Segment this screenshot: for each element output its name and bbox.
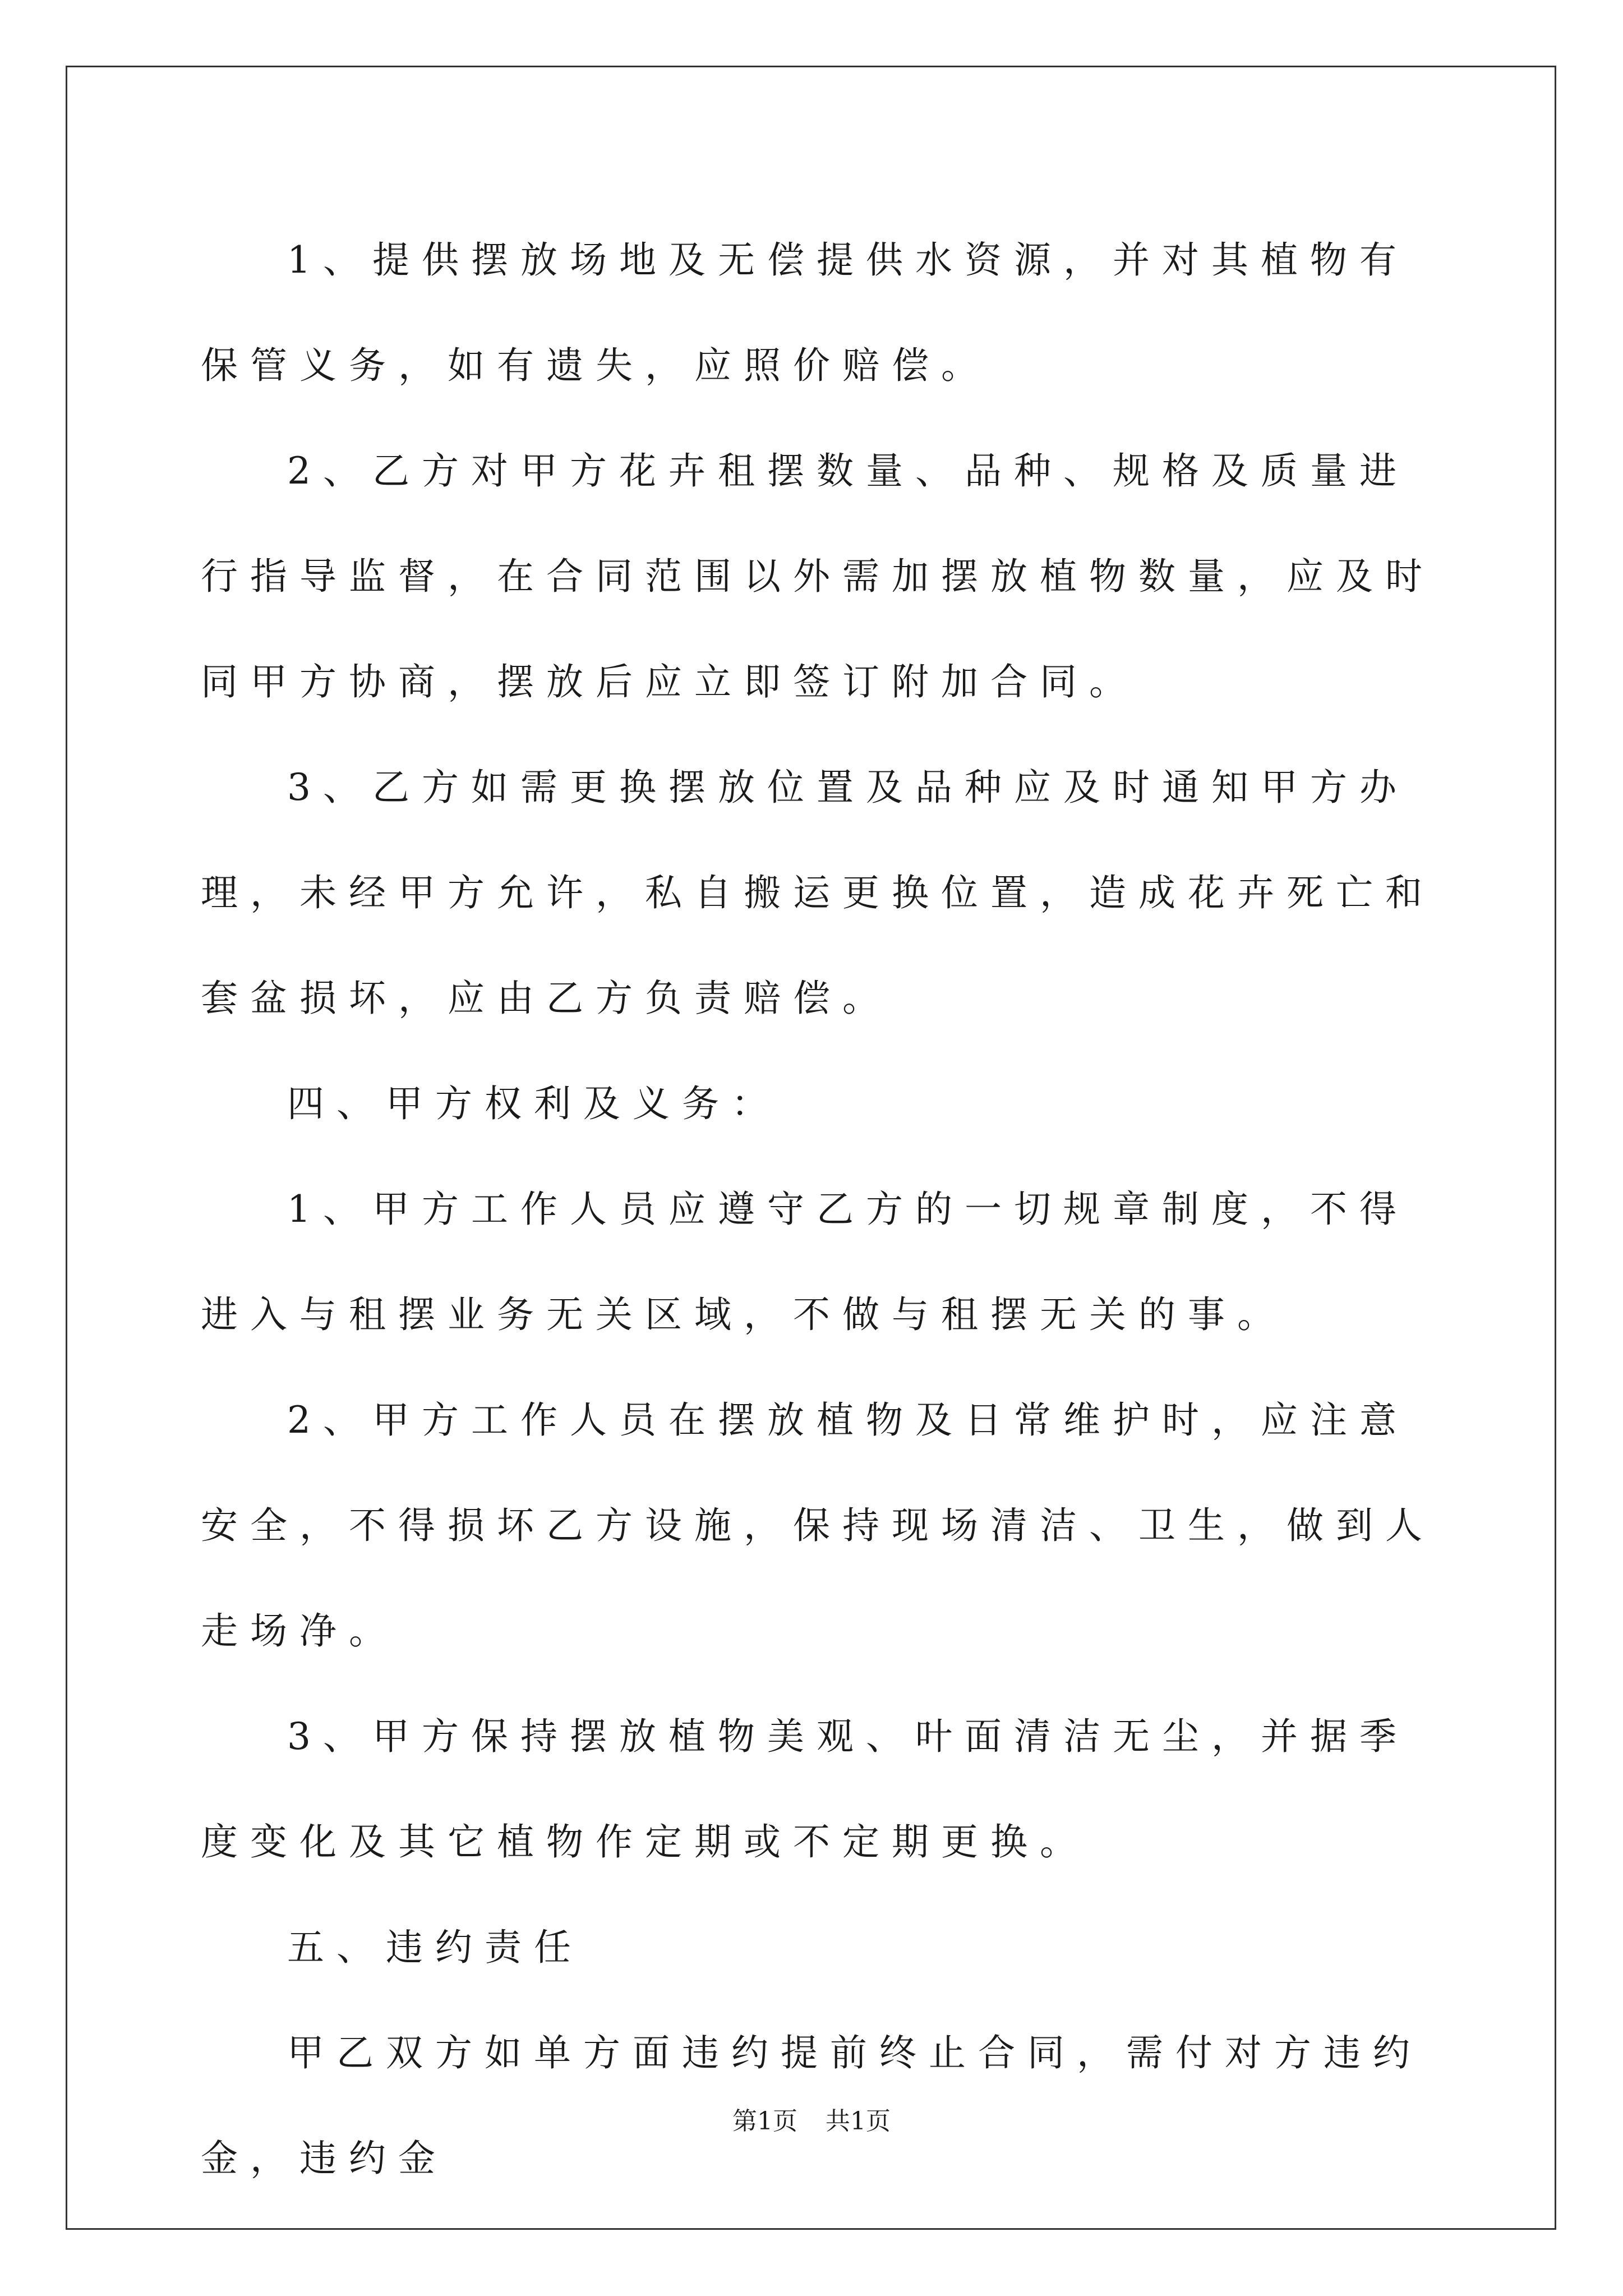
paragraph-clause-3-2: 2、乙方对甲方花卉租摆数量、品种、规格及质量进行指导监督，在合同范围以外需加摆放植物数量，应及时同甲方协商，摆放后应立即签订附加合同。 <box>201 449 1435 703</box>
section-heading-party-a-rights: 四、甲方权利及义务： <box>287 1082 781 1125</box>
paragraph-clause-4-2: 2、甲方工作人员在摆放植物及日常维护时，应注意安全，不得损坏乙方设施，保持现场清洁、卫生，做到人走场净。 <box>201 1398 1435 1653</box>
paragraph-clause-4-1: 1、甲方工作人员应遵守乙方的一切规章制度，不得进入与租摆业务无关区域，不做与租摆无关的事。 <box>201 1188 1409 1336</box>
paragraph-clause-4-3: 3、甲方保持摆放植物美观、叶面清洁无尘，并据季度变化及其它植物作定期或不定期更换。 <box>201 1715 1409 1864</box>
page-footer <box>0 2101 1623 2137</box>
paragraph-clause-3-3: 3、乙方如需更换摆放位置及品种应及时通知甲方办理，未经甲方允许，私自搬运更换位置，造成花卉死亡和套盆损坏，应由乙方负责赔偿。 <box>201 766 1435 1020</box>
section-heading-breach: 五、违约责任 <box>287 1926 583 1969</box>
page-number: 第1页 <box>732 2107 797 2136</box>
document-body <box>201 208 1435 2211</box>
paragraph-breach: 甲乙双方如单方面违约提前终止合同，需付对方违约金，违约金 <box>201 2031 1422 2180</box>
page-total: 共1页 <box>826 2107 891 2136</box>
paragraph-clause-3-1: 1、提供摆放场地及无偿提供水资源，并对其植物有保管义务，如有遗失，应照价赔偿。 <box>201 238 1409 387</box>
